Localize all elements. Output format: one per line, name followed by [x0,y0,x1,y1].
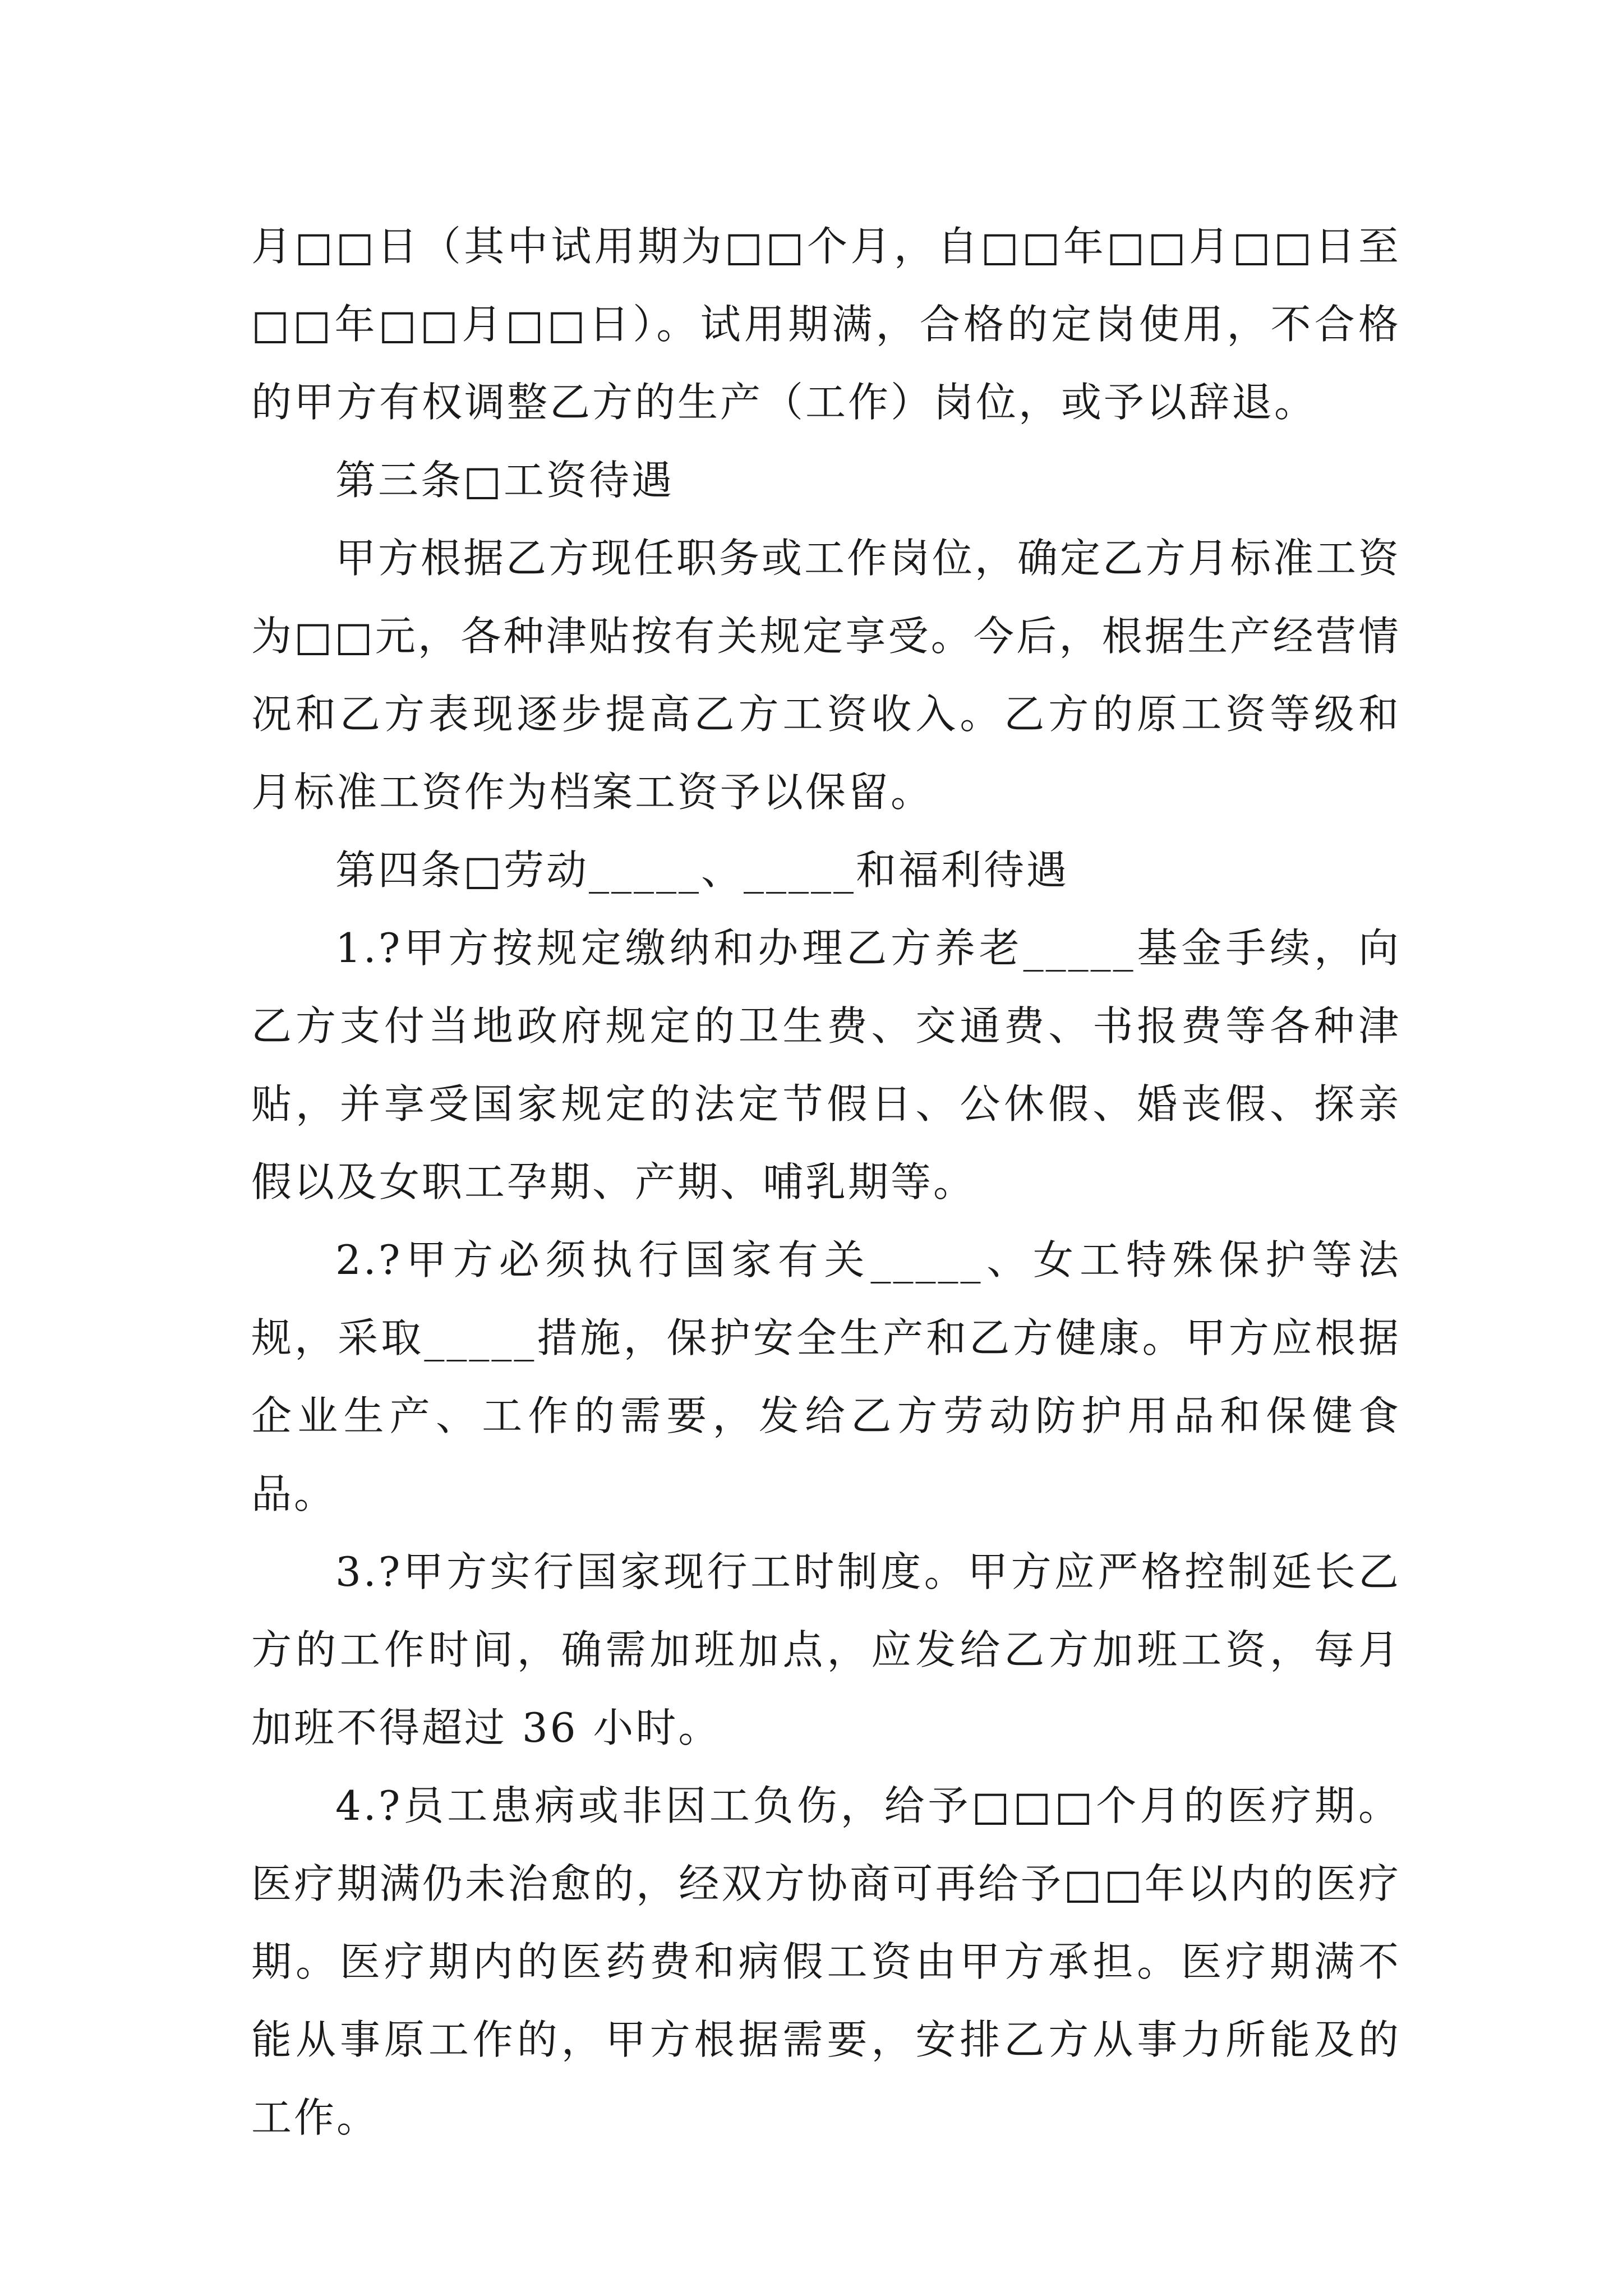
heading-article-4: 第四条□劳动_____、_____和福利待遇 [335,846,1069,894]
paragraph-item-2: 2.?甲方必须执行国家有关_____、女工特殊保护等法规，采取_____措施，保护安全生产和乙方健康。甲方应根据企业生产、工作的需要，发给乙方劳动防护用品和保健食品。 [251,1236,1401,1517]
paragraph-item-3: 3.?甲方实行国家现行工时制度。甲方应严格控制延长乙方的工作时间，确需加班加点，应发给乙方加班工资，每月加班不得超过 36 小时。 [251,1548,1401,1751]
paragraph-wages: 甲方根据乙方现任职务或工作岗位，确定乙方月标准工资为□□元，各种津贴按有关规定享受。今后，根据生产经营情况和乙方表现逐步提高乙方工资收入。乙方的原工资等级和月标准工资作为档案工资予以保留。 [251,535,1401,816]
paragraph-item-4: 4.?员工患病或非因工负伤，给予□□□个月的医疗期。医疗期满仍未治愈的，经双方协商可再给予□□年以内的医疗期。医疗期内的医药费和病假工资由甲方承担。医疗期满不能从事原工作的，甲方根据需要，安排乙方从事力所能及的工作。 [251,1782,1401,2141]
paragraph-item-1: 1.?甲方按规定缴纳和办理乙方养老_____基金手续，向乙方支付当地政府规定的卫生费、交通费、书报费等各种津贴，并享受国家规定的法定节假日、公休假、婚丧假、探亲假以及女职工孕期、产期、哺乳期等。 [251,924,1401,1205]
paragraph-probation: 月□□日（其中试用期为□□个月，自□□年□□月□□日至□□年□□月□□日）。试用期满，合格的定岗使用，不合格的甲方有权调整乙方的生产（工作）岗位，或予以辞退。 [251,223,1401,426]
document-body [251,208,1401,2157]
heading-article-3: 第三条□工资待遇 [335,457,675,504]
